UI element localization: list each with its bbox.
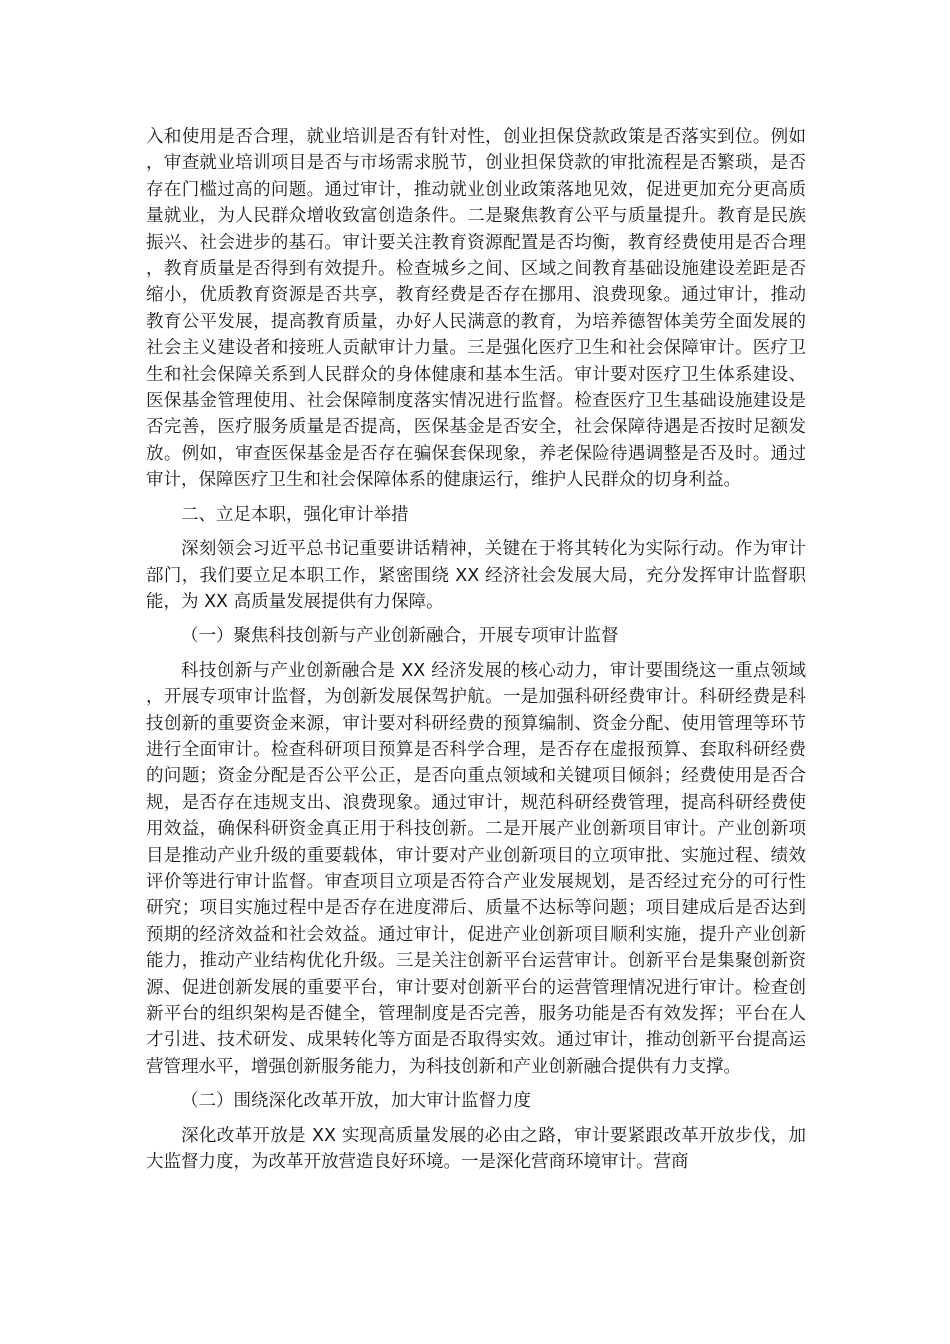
body-paragraph: 深化改革开放是 XX 实现高质量发展的必由之路，审计要紧跟改革开放步伐，加大监督力度，为改革开放营造良好环境。一是深化营商环境审计。营商 <box>146 1125 806 1173</box>
section-heading: 二、立足本职，强化审计举措 <box>181 504 409 525</box>
body-paragraph: 科技创新与产业创新融合是 XX 经济发展的核心动力，审计要围绕这一重点领域，开展专项审计监督，为创新发展保驾护航。一是加强科研经费审计。科研经费是科技创新的重要资金来源，审计要对科研经费的预算编制、资金分配、使用管理等环节进行全面审计。检查科研项目预算是否科学合理，是否存在虚报预算、套取科研经费的问题；资金分配是否公平公正，是否向重点领域和关键项目倾斜；经费使用是否合规，是否存在违规支出、浪费现象。通过审计，规范科研经费管理，提高科研经费使用效益，确保科研资金真正用于科技创新。二是开展产业创新项目审计。产业创新项目是推动产业升级的重要载体，审计要对产业创新项目的立项审批、实施过程、绩效评价等进行审计监督。审查项目立项是否符合产业发展规划，是否经过充分的可行性研究；项目实施过程中是否存在进度滞后、质量不达标等问题；项目建成后是否达到预期的经济效益和社会效益。通过审计，促进产业创新项目顺利实施，提升产业创新能力，推动产业结构优化升级。三是关注创新平台运营审计。创新平台是集聚创新资源、促进创新发展的重要平台，审计要对创新平台的运营管理情况进行审计。检查创新平台的组织架构是否健全，管理制度是否完善，服务功能是否有效发挥；平台在人才引进、技术研发、成果转化等方面是否取得实效。通过审计，推动创新平台提高运营管理水平，增强创新服务能力，为科技创新和产业创新融合提供有力支撑。 <box>146 660 806 1077</box>
body-paragraph: 入和使用是否合理，就业培训是否有针对性，创业担保贷款政策是否落实到位。例如，审查就业培训项目是否与市场需求脱节，创业担保贷款的审批流程是否繁琐，是否存在门槛过高的问题。通过审计，推动就业创业政策落地见效，促进更加充分更高质量就业，为人民群众增收致富创造条件。二是聚焦教育公平与质量提升。教育是民族振兴、社会进步的基石。审计要关注教育资源配置是否均衡，教育经费使用是否合理，教育质量是否得到有效提升。检查城乡之间、区域之间教育基础设施建设差距是否缩小，优质教育资源是否共享，教育经费是否存在挪用、浪费现象。通过审计，推动教育公平发展，提高教育质量，办好人民满意的教育，为培养德智体美劳全面发展的社会主义建设者和接班人贡献审计力量。三是强化医疗卫生和社会保障审计。医疗卫生和社会保障关系到人民群众的身体健康和基本生活。审计要对医疗卫生体系建设、医保基金管理使用、社会保障制度落实情况进行监督。检查医疗卫生基础设施建设是否完善，医疗服务质量是否提高，医保基金是否安全，社会保障待遇是否按时足额发放。例如，审查医保基金是否存在骗保套保现象，养老保险待遇调整是否及时。通过审计，保障医疗卫生和社会保障体系的健康运行，维护人民群众的切身利益。 <box>146 127 806 491</box>
document-body <box>146 124 806 1183</box>
subsection-heading: （二）围绕深化改革开放，加大审计监督力度 <box>181 1091 531 1112</box>
subsection-heading: （一）聚焦科技创新与产业创新融合，开展专项审计监督 <box>181 626 619 647</box>
body-paragraph: 深刻领会习近平总书记重要讲话精神，关键在于将其转化为实际行动。作为审计部门，我们要立足本职工作，紧密围绕 XX 经济社会发展大局，充分发挥审计监督职能，为 XX 高质量发展提供有力保障。 <box>146 539 806 612</box>
